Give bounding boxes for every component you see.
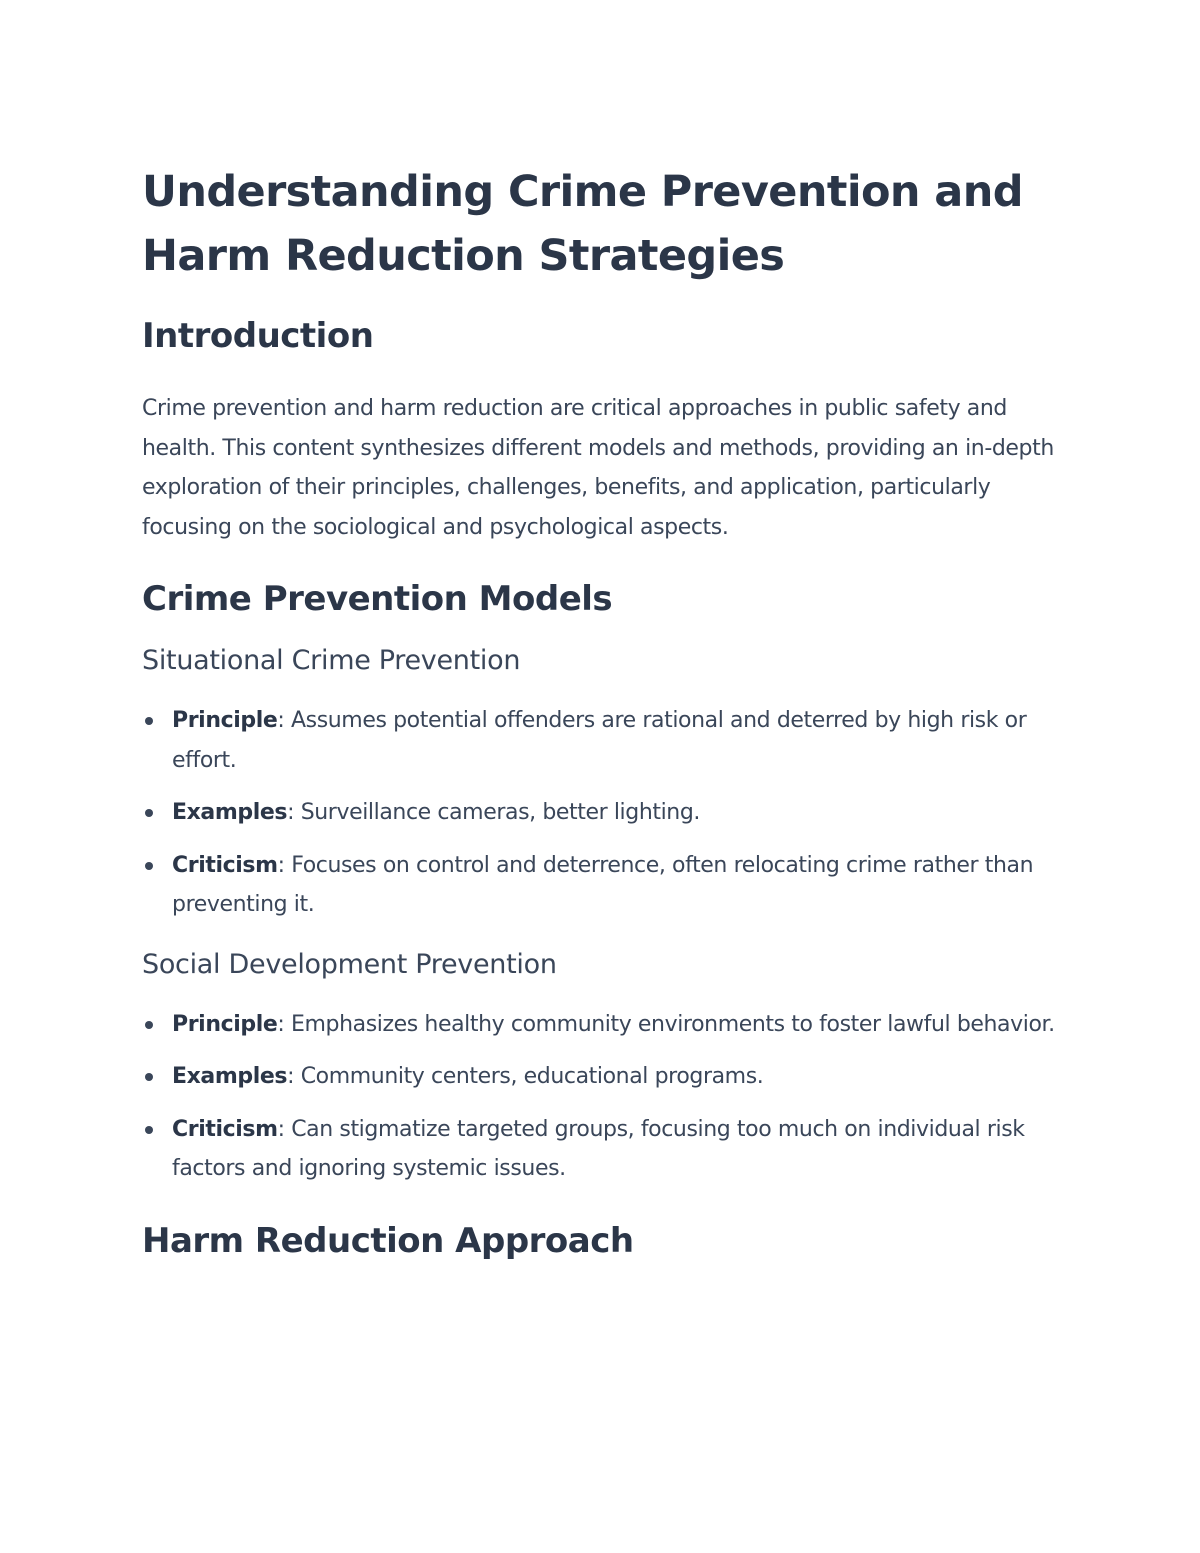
- crime-prevention-models-heading: Crime Prevention Models: [142, 579, 613, 619]
- list-item-term: Principle: [172, 1011, 278, 1037]
- situational-crime-prevention-list: [142, 701, 1060, 925]
- list-item-term: Criticism: [172, 852, 278, 878]
- bullet-icon: [145, 1073, 153, 1081]
- list-item: Examples: Surveillance cameras, better lighting.: [142, 793, 1060, 833]
- list-item-text: Emphasizes healthy community environments to foster lawful behavior.: [290, 1011, 1055, 1037]
- list-item-term: Criticism: [172, 1116, 278, 1142]
- list-item-text: Assumes potential offenders are rational and deterred by high risk or effort.: [172, 708, 1027, 773]
- introduction-paragraph: Crime prevention and harm reduction are critical approaches in public safety and health. This content synthesizes different models and methods, providing an in-depth exploration of their principles, challenges, benefits, and application, particularly focusing on the sociological and psychological aspects.: [142, 396, 1054, 540]
- list-item: Criticism: Focuses on control and deterrence, often relocating crime rather than preventing it.: [142, 846, 1060, 925]
- list-item-term: Examples: [172, 1064, 288, 1089]
- bullet-icon: [145, 1126, 153, 1134]
- list-item-term: Principle: [172, 708, 278, 733]
- bullet-icon: [145, 809, 153, 817]
- list-item: Principle: Assumes potential offenders are rational and deterred by high risk or effort.: [142, 701, 1060, 780]
- list-item-text: Community centers, educational programs.: [300, 1064, 764, 1089]
- list-item-text: Surveillance cameras, better lighting.: [300, 800, 701, 825]
- social-development-prevention-list: [142, 1005, 1060, 1189]
- list-item-term: Examples: [172, 800, 288, 825]
- bullet-icon: [145, 717, 153, 725]
- page-title: Understanding Crime Prevention and Harm Reduction Strategies: [142, 167, 1023, 281]
- list-item-text: Can stigmatize targeted groups, focusing too much on individual risk factors and ignoring systemic issues.: [172, 1116, 1025, 1181]
- introduction-heading: Introduction: [142, 316, 374, 356]
- social-development-prevention-heading: Social Development Prevention: [142, 948, 557, 980]
- list-item: Criticism: Can stigmatize targeted groups, focusing too much on individual risk factors and ignoring systemic issues.: [142, 1110, 1060, 1189]
- list-item: Examples: Community centers, educational programs.: [142, 1057, 1060, 1097]
- list-item-text: Focuses on control and deterrence, often relocating crime rather than preventing it.: [172, 852, 1034, 917]
- bullet-icon: [145, 1021, 153, 1029]
- list-item: Principle: Emphasizes healthy community environments to foster lawful behavior.: [142, 1005, 1060, 1045]
- bullet-icon: [145, 862, 153, 870]
- harm-reduction-heading: Harm Reduction Approach: [142, 1220, 634, 1261]
- situational-crime-prevention-heading: Situational Crime Prevention: [142, 645, 521, 676]
